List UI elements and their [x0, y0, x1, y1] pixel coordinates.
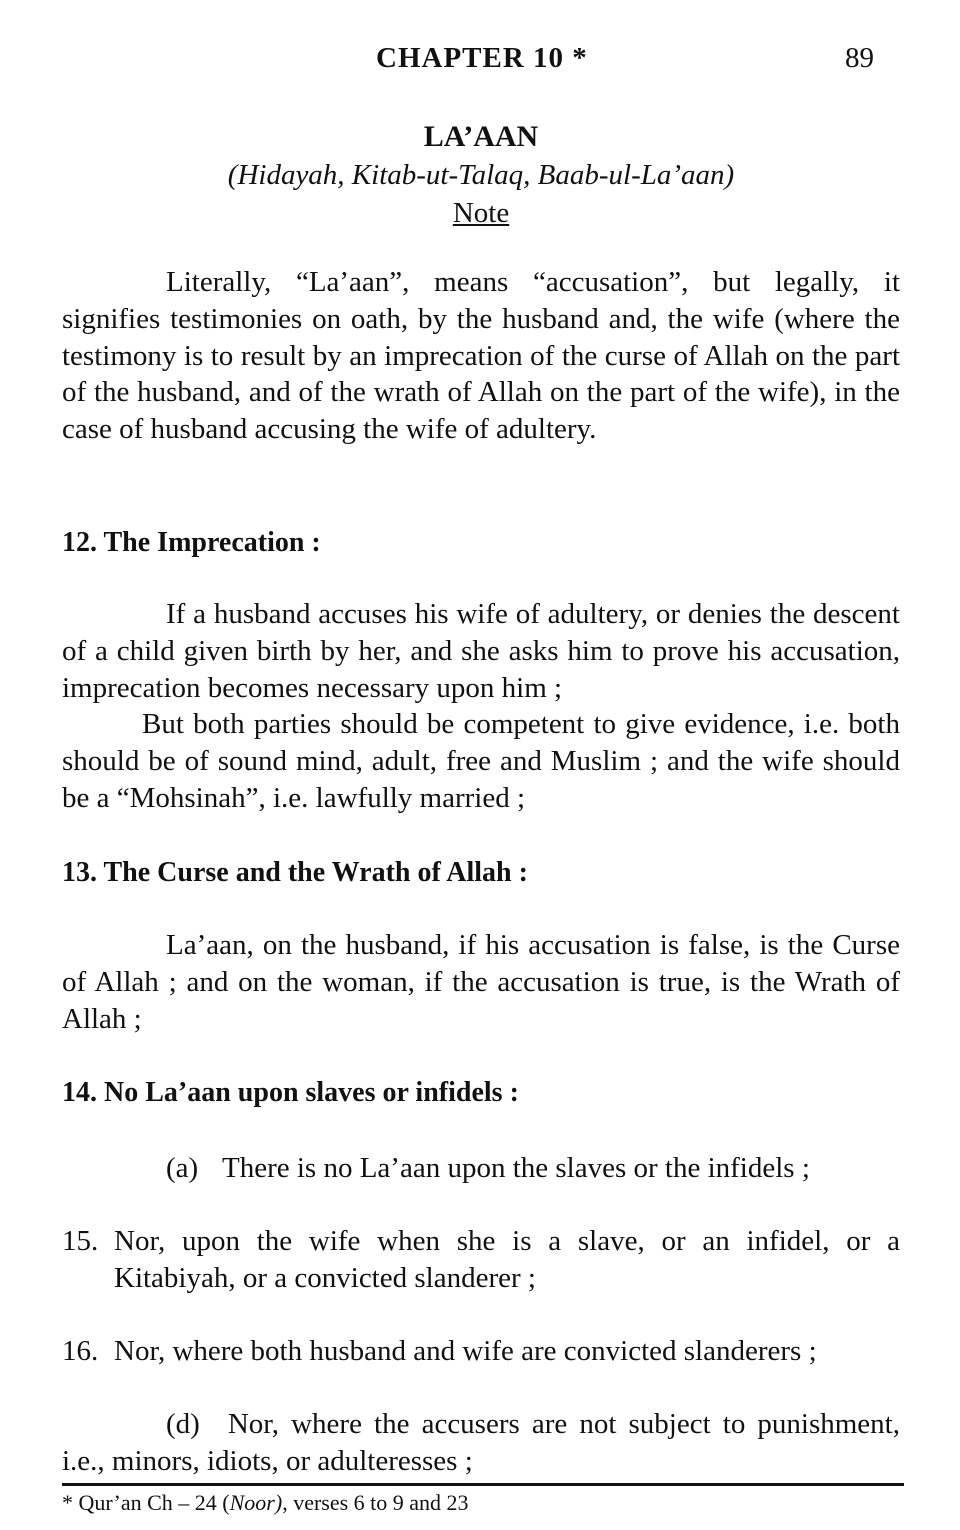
section-12-paragraph-1: If a husband accuses his wife of adultery, or denies the descent of a child given birth by her, and she asks him to prove his accusation, imprecation becomes necessary upon him ;: [62, 598, 900, 704]
intro-paragraph: Literally, “La’aan”, means “accusation”, but legally, it signifies testimonies on oath, by the husband and, the wife (where the testimony is to result by an imprecation of the curse of Allah on the part of the husband, and of the wrath of Allah on the part of the wife), in the case of husband accusing the wife of adultery.: [62, 266, 900, 446]
item-d-text: Nor, where the accusers are not subject to punishment, i.e., minors, idiots, or adulteresses ;: [62, 1408, 900, 1477]
footnote-italic: Noor): [229, 1490, 283, 1515]
document-page: [62, 0, 900, 1530]
section-12-paragraph-2: But both parties should be competent to give evidence, i.e. both should be of sound mind, adult, free and Muslim ; and the wife should be a “Mohsinah”, i.e. lawfully married ;: [62, 708, 900, 814]
section-15-item: [62, 1223, 900, 1297]
item-16-text: Nor, where both husband and wife are convicted slanderers ;: [114, 1335, 817, 1367]
page-header: [62, 42, 900, 82]
page-subtitle: (Hidayah, Kitab-ut-Talaq, Baab-ul-La’aan): [227, 159, 735, 191]
section-16-item: [62, 1333, 900, 1370]
section-12-heading: 12. The Imprecation :: [62, 527, 321, 558]
title-block: [62, 118, 900, 232]
item-d-label: (d): [166, 1408, 200, 1440]
section-13-paragraph: La’aan, on the husband, if his accusation is false, is the Curse of Allah ; and on the woman, if the accusation is true, is the Wrath of Allah ;: [62, 929, 900, 1035]
page-title: LA’AAN: [423, 120, 539, 153]
note-label: Note: [452, 197, 510, 229]
footnote-suffix: , verses 6 to 9 and 23: [282, 1490, 469, 1515]
item-d-paragraph: [62, 1406, 900, 1480]
footnote-marker: *: [62, 1490, 73, 1515]
footnote-divider: [62, 1483, 904, 1486]
footnote-prefix: Qur’an Ch – 24 (: [78, 1490, 230, 1515]
chapter-label: CHAPTER 10 *: [376, 42, 588, 74]
item-15-number: 15.: [62, 1225, 99, 1257]
page-number: 89: [845, 42, 874, 74]
section-13-heading: 13. The Curse and the Wrath of Allah :: [62, 857, 528, 888]
item-16-number: 16.: [62, 1335, 99, 1367]
section-14-heading: 14. No La’aan upon slaves or infidels :: [62, 1077, 519, 1108]
item-a-label: (a): [166, 1152, 199, 1184]
item-15-text: Nor, upon the wife when she is a slave, or an infidel, or a Kitabiyah, or a convicted slanderer ;: [114, 1225, 900, 1294]
footnote: [62, 1490, 469, 1516]
item-a-text: There is no La’aan upon the slaves or the infidels ;: [222, 1152, 810, 1184]
